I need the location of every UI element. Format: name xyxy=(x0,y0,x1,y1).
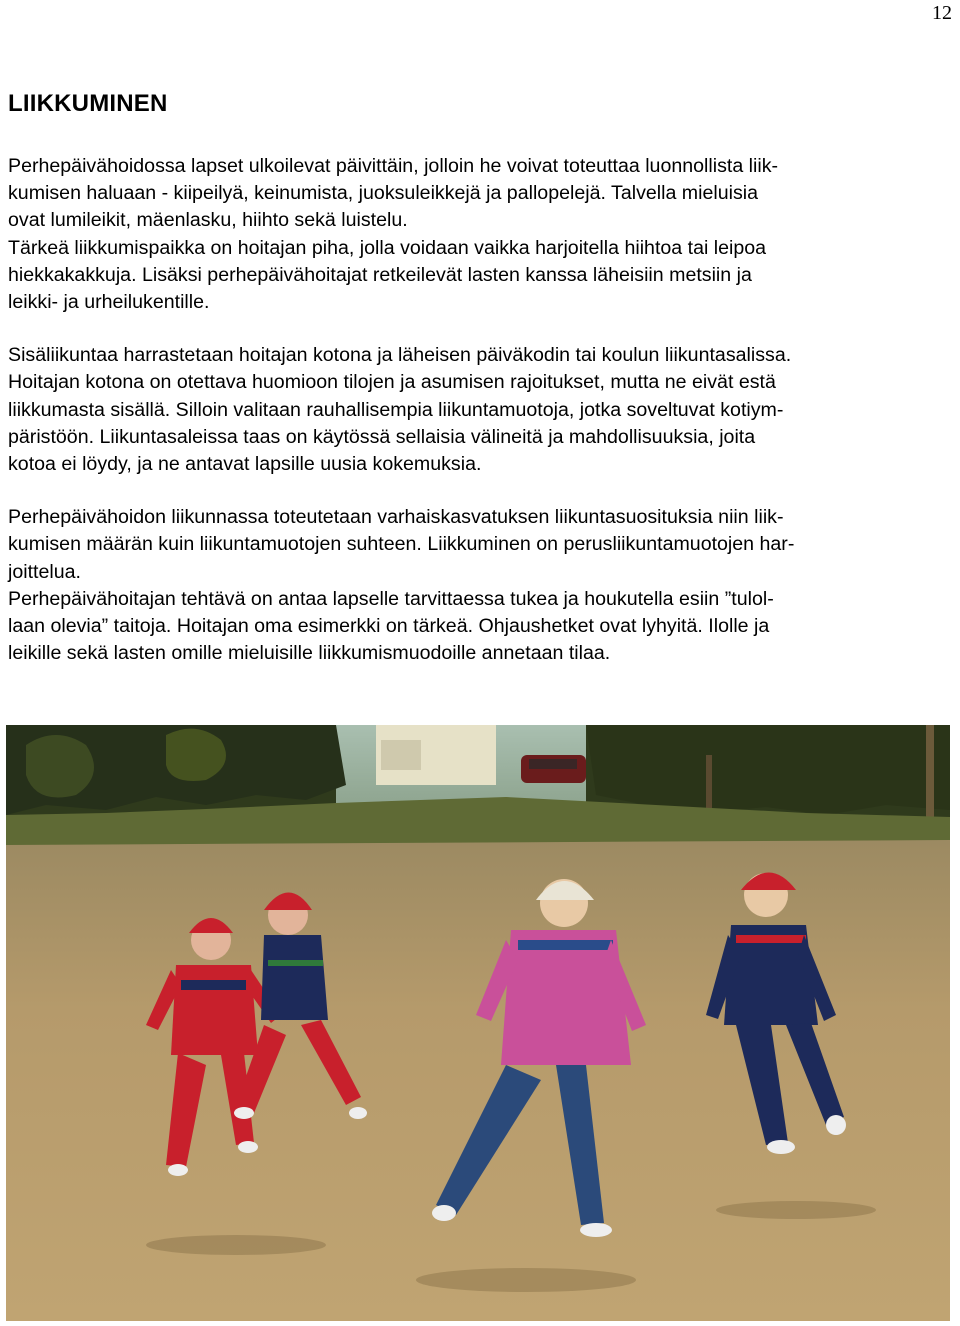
photo-icon xyxy=(6,725,950,1321)
children-running-photo xyxy=(6,725,950,1321)
paragraph-indoor xyxy=(8,342,953,478)
text-line: Hoitajan kotona on otettava huomioon tilojen ja asumisen rajoitukset, mutta ne eivät estä xyxy=(8,371,776,394)
body-text xyxy=(8,153,953,667)
text-line: leikki- ja urheilukentille. xyxy=(8,291,210,314)
text-line: leikille sekä lasten omille mieluisille liikkumismuodoille annetaan tilaa. xyxy=(8,642,611,665)
text-line: hiekkakakkuja. Lisäksi perhepäivähoitajat retkeilevät lasten kanssa läheisiin metsiin ja xyxy=(8,263,752,286)
text-line: päristöön. Liikuntasaleissa taas on käytössä sellaisia välineitä ja mahdollisuuksia, joita xyxy=(8,425,756,448)
text-line: Perhepäivähoidon liikunnassa toteutetaan varhaiskasvatuksen liikuntasuosituksia niin liik- xyxy=(8,506,784,529)
text-line: Perhepäivähoidossa lapset ulkoilevat päivittäin, jolloin he voivat toteuttaa luonnollista liik- xyxy=(8,155,779,177)
text-line: kumisen haluaan - kiipeilyä, keinumista, juoksuleikkejä ja pallopelejä. Talvella mieluisia xyxy=(8,182,759,205)
text-line: Tärkeä liikkumispaikka on hoitajan piha, jolla voidaan vaikka harjoitella hiihtoa tai leipoa xyxy=(8,236,767,259)
paragraph-guidance xyxy=(8,504,953,667)
text-line: liikkumasta sisällä. Silloin valitaan rauhallisempia liikuntamuotoja, jotka soveltuvat kotiym- xyxy=(8,398,784,421)
page-number: 12 xyxy=(932,2,952,24)
text-line: ovat lumileikit, mäenlasku, hiihto sekä luistelu. xyxy=(8,209,408,232)
text-line: Perhepäivähoitajan tehtävä on antaa lapselle tarvittaessa tukea ja houkutella esiin ”tulol- xyxy=(8,587,774,610)
text-line: joittelua. xyxy=(8,560,81,583)
paragraph-outdoor xyxy=(8,153,953,316)
text-line: kumisen määrän kuin liikuntamuotojen suhteen. Liikkuminen on perusliikuntamuotojen har- xyxy=(8,533,795,556)
text-line: Sisäliikuntaa harrastetaan hoitajan kotona ja läheisen päiväkodin tai koulun liikuntasalissa. xyxy=(8,344,792,367)
text-line: laan olevia” taitoja. Hoitajan oma esimerkki on tärkeä. Ohjaushetket ovat lyhyitä. Ilolle ja xyxy=(8,615,770,638)
text-line: kotoa ei löydy, ja ne antavat lapsille uusia kokemuksia. xyxy=(8,453,482,476)
section-heading: LIIKKUMINEN xyxy=(8,90,168,117)
